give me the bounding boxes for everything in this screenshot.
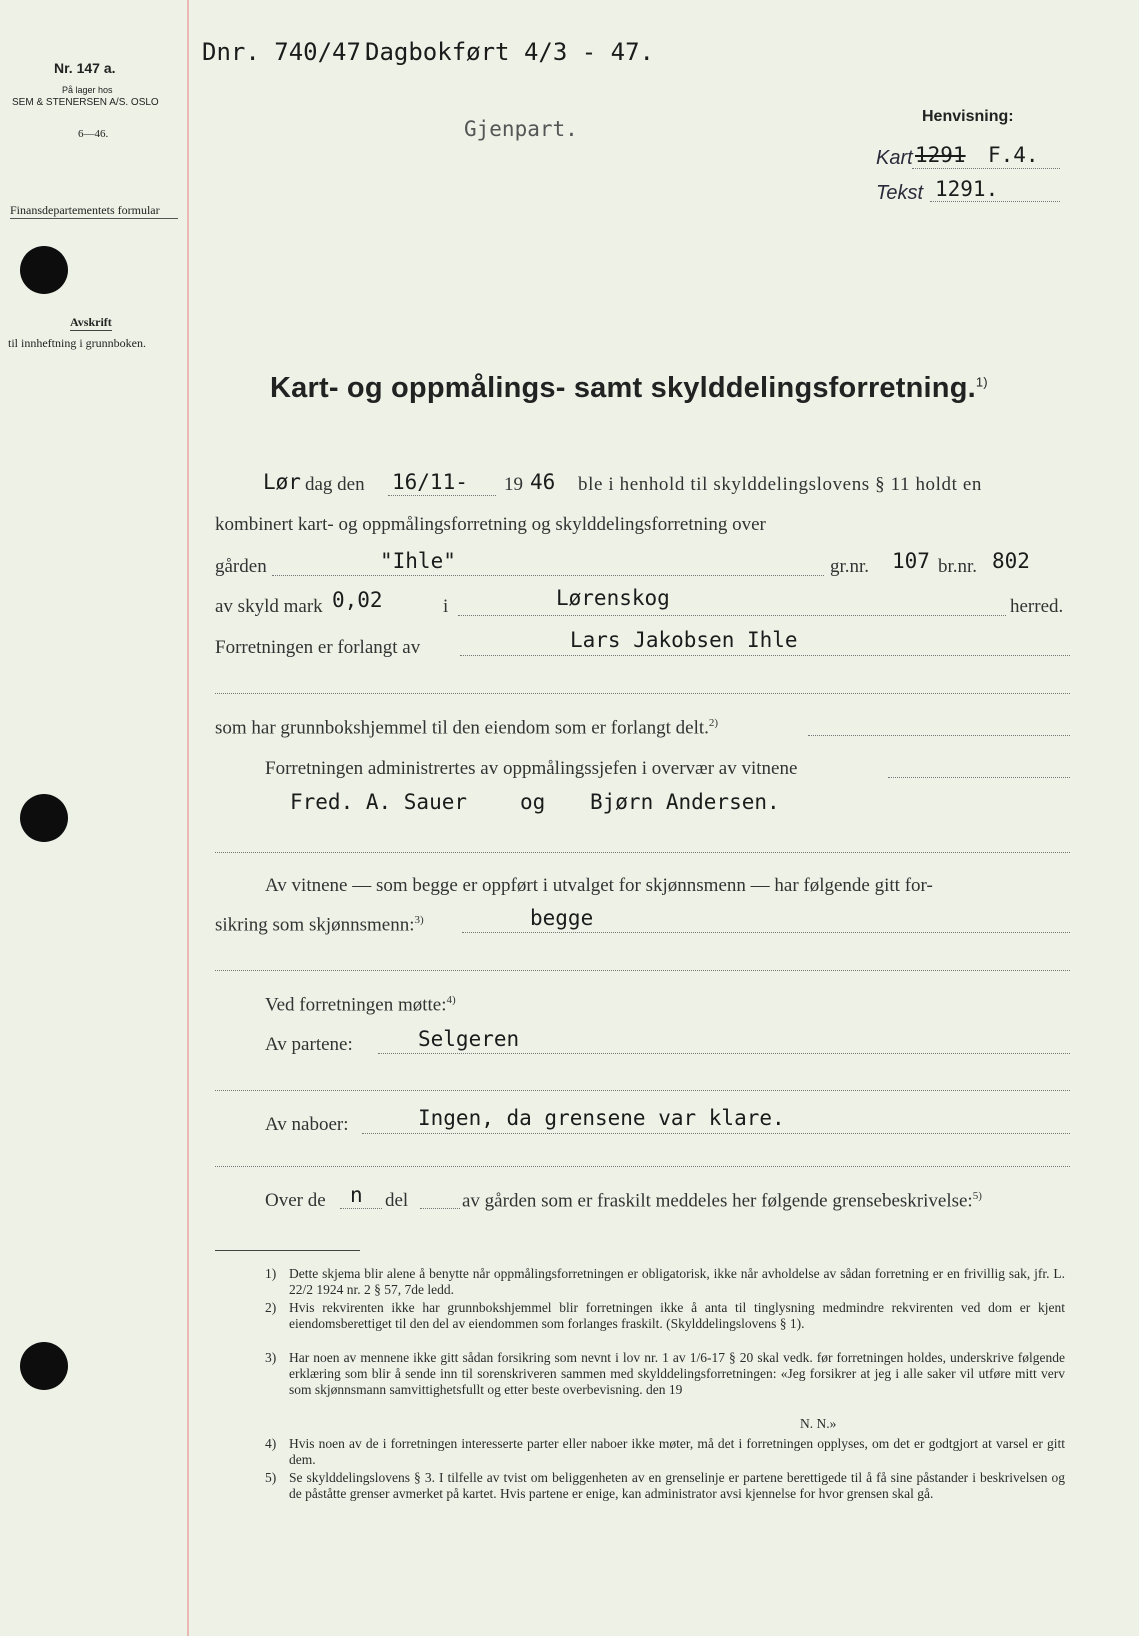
attended-text: Ved forretningen møtte: (265, 994, 447, 1016)
witness-2: Bjørn Andersen. (590, 790, 780, 814)
boundary-text (462, 1190, 982, 1212)
text-dots (930, 201, 1060, 202)
edition-date: 6—46. (78, 128, 109, 140)
boundary-note: 5) (972, 1190, 982, 1202)
requested-dots (460, 655, 1070, 656)
copy-title: Avskrift (70, 315, 112, 329)
boundary-body: av gården som er fraskilt meddeles her følgende grensebeskrivelse: (462, 1190, 973, 1212)
copy-purpose: til innheftning i grunnboken. (8, 336, 146, 350)
footnote-number: 2) (265, 1300, 277, 1315)
witness-1: Fred. A. Sauer (290, 790, 468, 814)
text-label: Tekst (876, 182, 924, 204)
neighbours-value: Ingen, da grensene var klare. (418, 1106, 785, 1130)
attended-label (265, 994, 456, 1016)
assurance-note: 3) (414, 914, 424, 926)
footnote-text: Hvis noen av de i forretningen interesserte parter eller naboer ikke møter, må det i forretningen opplyses, om det er godtgjort at varsel er gitt dem. (289, 1436, 1065, 1467)
over-value: n (350, 1183, 363, 1207)
registration-number: Dnr. 740/47. (202, 38, 376, 66)
farm-dots (272, 575, 824, 576)
blank-dots-2 (215, 852, 1070, 853)
footnote-2 (265, 1300, 1065, 1332)
tax-label: av skyld mark (215, 596, 323, 617)
map-label: Kart (876, 147, 913, 169)
date-dots (388, 495, 496, 496)
blank-dots-1 (215, 693, 1070, 694)
requested-label: Forretningen er forlangt av (215, 637, 421, 658)
herred-label: herred. (1010, 596, 1064, 617)
assurance-label: sikring som skjønnsmenn: (215, 914, 415, 936)
title-holder-body: som har grunnbokshjemmel til den eiendom som er forlangt delt. (215, 717, 709, 739)
footnote-number: 3) (265, 1350, 277, 1365)
assurance-line-1: Av vitnene — som begge er oppført i utvalget for skjønnsmenn — har følgende gitt for- (265, 875, 933, 896)
line1-rest: ble i henhold til skylddelingslovens § 11 holdt en (578, 474, 982, 495)
map-dots (912, 168, 1060, 169)
footnote-number: 4) (265, 1436, 277, 1451)
punch-hole-middle (20, 794, 68, 842)
day-label: dag den (305, 474, 365, 495)
assurance-dots (462, 932, 1070, 933)
footnote-3 (265, 1350, 1065, 1398)
footnote-number: 1) (265, 1266, 277, 1281)
publisher-line-2: SEM & STENERSEN A/S. OSLO (12, 97, 159, 108)
date-value: 16/11- (392, 470, 468, 494)
neighbours-dots (362, 1133, 1070, 1134)
document-title-text: Kart- og oppmålings- samt skylddelingsforretning. (270, 372, 976, 404)
footnote-4 (265, 1436, 1065, 1468)
assurance-value: begge (530, 906, 594, 930)
over-dots (340, 1208, 382, 1209)
line2-text: kombinert kart- og oppmålingsforretning og skylddelingsforretning over (215, 514, 766, 535)
map-value: F.4. (988, 143, 1039, 167)
footnote-text: Hvis rekvirenten ikke har grunnbokshjemmel blir forretningen ikke å anta til tinglysning medmindre rekvirenten ved dom er kjent eiendomsberettiget til den del av eiendommen som forlanges fraskilt. (Skylddelingslovens § 1). (289, 1300, 1065, 1331)
tax-value: 0,02 (332, 588, 383, 612)
year-prefix: 19 (504, 474, 523, 495)
document-title-note: 1) (975, 374, 988, 390)
parties-dots (378, 1053, 1070, 1054)
over-label: Over de (265, 1190, 326, 1211)
admin-text: Forretningen administrertes av oppmålingssjefen i overvær av vitnene (265, 758, 798, 779)
blank-dots-4 (215, 1090, 1070, 1091)
grnr-value: 107 (892, 549, 930, 573)
grnr-label: gr.nr. (830, 556, 870, 577)
title-holder-text (215, 717, 718, 739)
day-value: Lør (263, 470, 301, 494)
form-number: Nr. 147 a. (54, 60, 116, 76)
footnote-separator (215, 1250, 360, 1251)
witness-and: og (520, 790, 546, 814)
copy-label: Gjenpart. (464, 117, 578, 141)
punch-hole-bottom (20, 1342, 68, 1390)
del-label: del (385, 1190, 409, 1211)
del-dots (420, 1208, 460, 1209)
publisher-line-1: På lager hos (62, 85, 113, 95)
admin-dots (888, 777, 1070, 778)
footnote-3-signature: N. N.» (800, 1416, 837, 1431)
blank-dots-5 (215, 1166, 1070, 1167)
municipality-value: Lørenskog (556, 586, 670, 610)
year-value: 46 (530, 470, 556, 494)
in-label: i (443, 596, 449, 617)
journal-date: Dagbokført 4/3 - 47. (365, 38, 654, 66)
parties-label: Av partene: (265, 1034, 353, 1055)
footnote-1 (265, 1266, 1065, 1298)
requested-value: Lars Jakobsen Ihle (570, 628, 798, 652)
footnote-5 (265, 1470, 1065, 1502)
margin-rule (187, 0, 189, 1636)
text-value: 1291. (935, 177, 999, 201)
document-title (270, 372, 988, 405)
blank-dots-3 (215, 970, 1070, 971)
title-holder-dots (808, 735, 1070, 736)
form-owner: Finansdepartementets formular (10, 203, 178, 219)
attended-note: 4) (446, 994, 456, 1006)
map-value-struck: 1291 (915, 143, 966, 167)
brnr-value: 802 (992, 549, 1030, 573)
punch-hole-top (20, 246, 68, 294)
brnr-label: br.nr. (938, 556, 978, 577)
farm-label: gården (215, 556, 267, 577)
footnote-text: Se skylddelingslovens § 3. I tilfelle av tvist om beliggenheten av en grenselinje er partene berettigede til å få sine påstander i beskrivelsen og de påståtte grenser avmerket på kartet. Hvis partene er enige, kan administrator avsi kjennelse for hvor grensen skal gå. (289, 1470, 1065, 1501)
municipality-dots (458, 615, 1006, 616)
footnote-number: 5) (265, 1470, 277, 1485)
parties-value: Selgeren (418, 1027, 520, 1051)
neighbours-label: Av naboer: (265, 1114, 349, 1135)
title-holder-note: 2) (708, 717, 719, 729)
reference-label: Henvisning: (922, 108, 1014, 125)
footnote-text: Dette skjema blir alene å benytte når oppmålingsforretningen er obligatorisk, ikke når avholdelse av sådan forretning er en frivillig sak, jfr. L. 22/2 1924 nr. 2 § 57, 7de ledd. (289, 1266, 1065, 1297)
footnote-text: Har noen av mennene ikke gitt sådan forsikring som nevnt i lov nr. 1 av 1/6-17 § 20 skal vedk. før forretningen holdes, underskrive følgende erklæring som blir å sende inn til sorenskriveren sammen med skylddelingsforretningen: «Jeg forsikrer at jeg i alle saker vil utføre mitt verv som skjønnsmann samvittighetsfullt og etter beste overbevisning. den 19 (289, 1350, 1065, 1397)
farm-value: "Ihle" (380, 549, 456, 573)
assurance-line-2 (215, 914, 424, 936)
